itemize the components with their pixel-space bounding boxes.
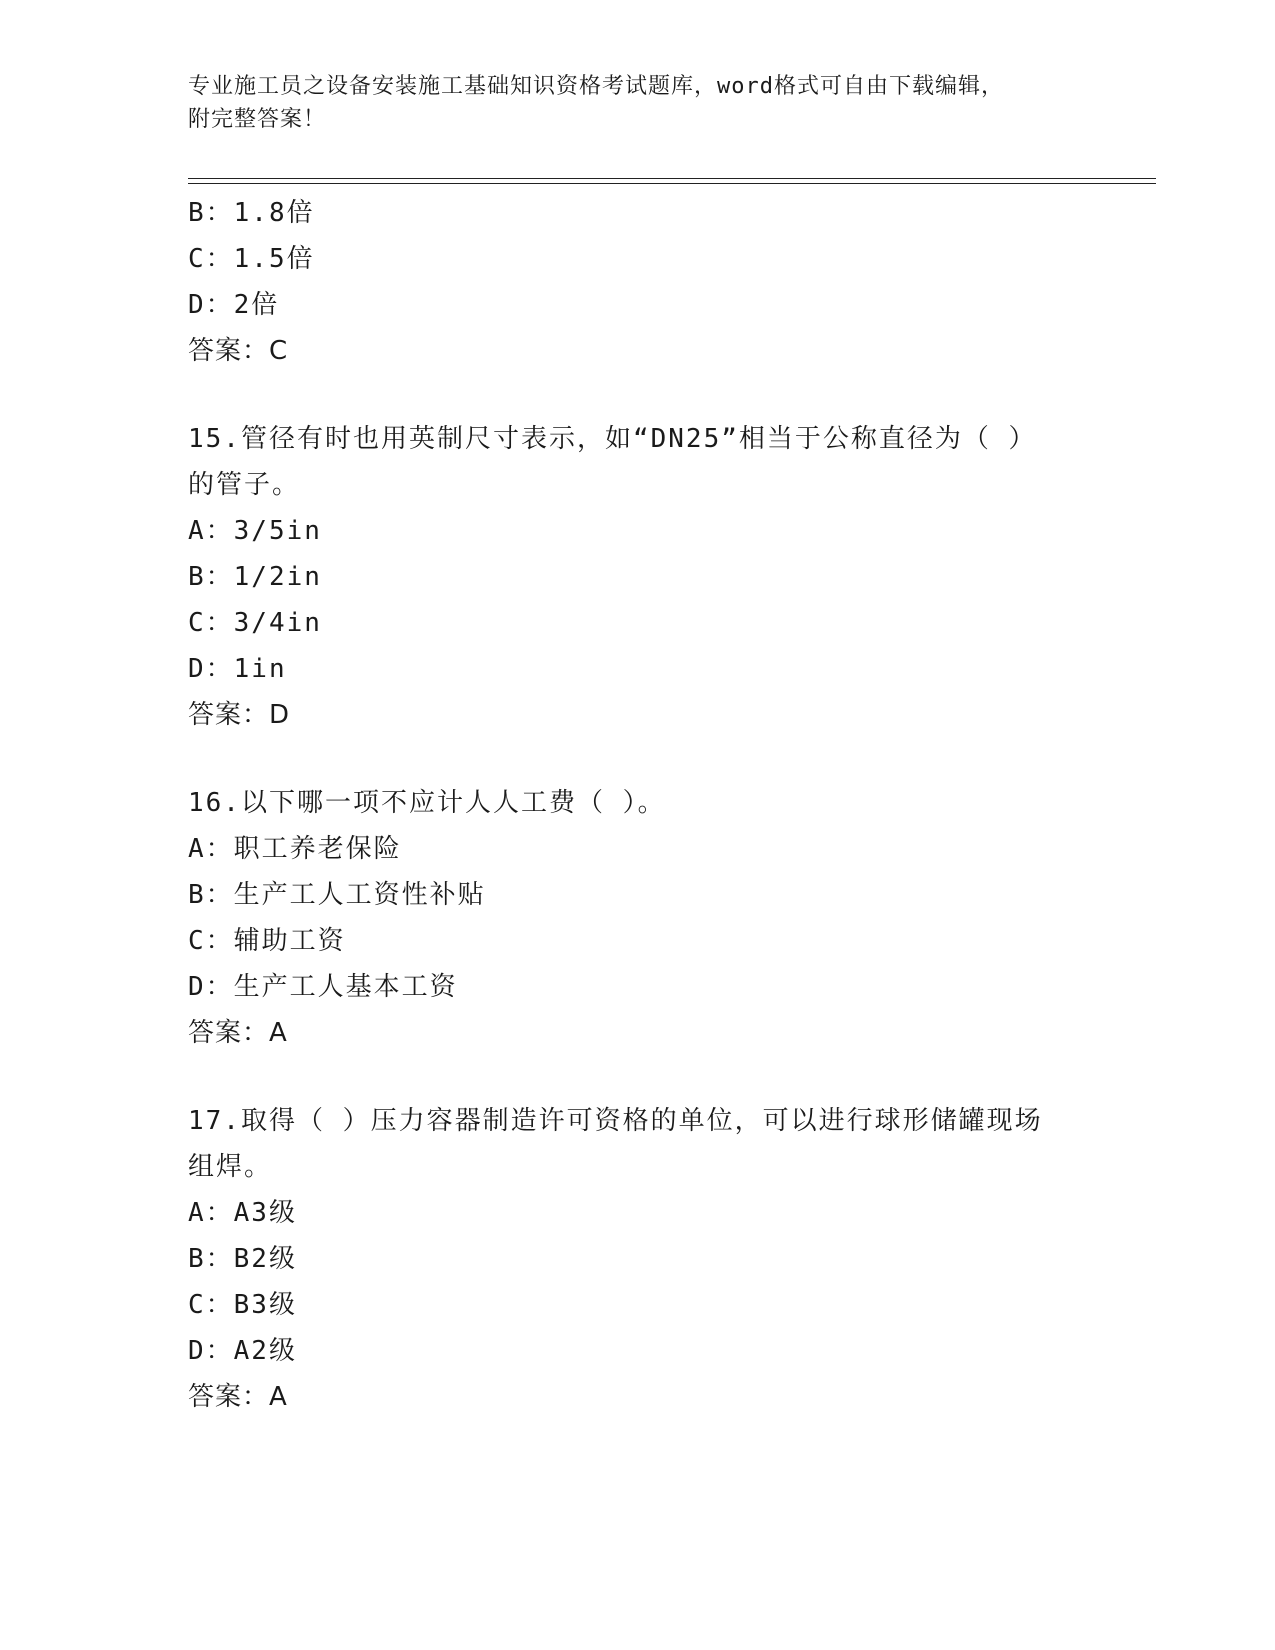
question-stem-line: 的管子。 bbox=[188, 470, 301, 500]
option-b: B：1.8倍 bbox=[188, 198, 315, 228]
option-d: D：2倍 bbox=[188, 290, 280, 320]
answer-line: 答案：A bbox=[188, 1382, 288, 1412]
header-title-line-1: 专业施工员之设备安装施工基础知识资格考试题库，word格式可自由下载编辑， bbox=[188, 74, 1004, 99]
option-c: C：辅助工资 bbox=[188, 926, 346, 956]
header-divider-top bbox=[188, 178, 1156, 179]
option-d: D：A2级 bbox=[188, 1336, 297, 1366]
answer-line: 答案：D bbox=[188, 700, 291, 730]
option-c: C：1.5倍 bbox=[188, 244, 315, 274]
answer-line: 答案：C bbox=[188, 336, 289, 366]
question-block-14-continued bbox=[188, 190, 1068, 374]
option-a: A：职工养老保险 bbox=[188, 834, 402, 864]
option-b: B：1/2in bbox=[188, 562, 322, 592]
question-block-15 bbox=[188, 416, 1068, 738]
header-title-line-2: 附完整答案！ bbox=[188, 107, 327, 132]
question-stem-line: 16.以下哪一项不应计人人工费（ ）。 bbox=[188, 788, 666, 818]
question-stem-line: 17.取得（ ）压力容器制造许可资格的单位，可以进行球形储罐现场 bbox=[188, 1106, 1043, 1136]
option-b: B：B2级 bbox=[188, 1244, 297, 1274]
option-c: C：B3级 bbox=[188, 1290, 297, 1320]
option-a: A：A3级 bbox=[188, 1198, 297, 1228]
question-block-16 bbox=[188, 780, 1068, 1056]
document-header bbox=[188, 70, 1068, 136]
question-content bbox=[188, 190, 1068, 1420]
question-stem-line: 组焊。 bbox=[188, 1152, 273, 1182]
question-block-17 bbox=[188, 1098, 1068, 1420]
question-stem-line: 15.管径有时也用英制尺寸表示，如“DN25”相当于公称直径为（ ） bbox=[188, 424, 1037, 454]
option-d: D：1in bbox=[188, 654, 287, 684]
option-a: A：3/5in bbox=[188, 516, 322, 546]
option-c: C：3/4in bbox=[188, 608, 322, 638]
option-d: D：生产工人基本工资 bbox=[188, 972, 458, 1002]
option-b: B：生产工人工资性补贴 bbox=[188, 880, 486, 910]
header-divider-bottom bbox=[188, 183, 1156, 184]
answer-line: 答案：A bbox=[188, 1018, 288, 1048]
